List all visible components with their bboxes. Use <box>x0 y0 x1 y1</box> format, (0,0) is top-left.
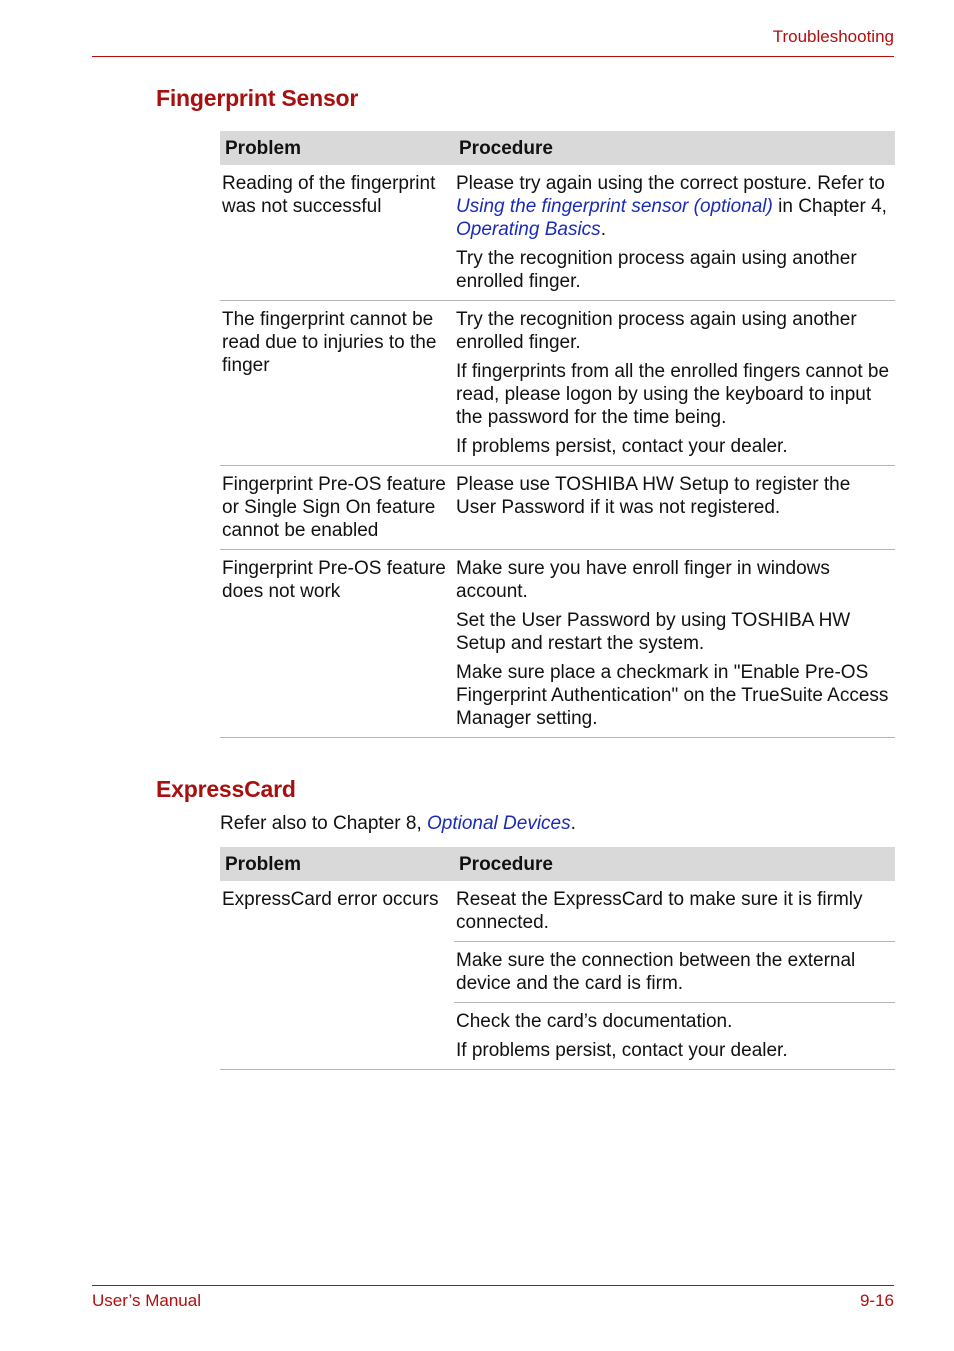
column-header-procedure: Procedure <box>454 847 895 881</box>
section-title-expresscard: ExpressCard <box>156 776 296 802</box>
footer-rule <box>92 1285 894 1286</box>
problem-cell: Reading of the fingerprint was not successful <box>220 165 454 301</box>
header-rule <box>92 56 894 57</box>
procedure-paragraph: Set the User Password by using TOSHIBA HW Setup and restart the system. <box>456 610 851 654</box>
intro-text: . <box>570 813 576 834</box>
expresscard-intro <box>220 813 576 835</box>
section-title-fingerprint: Fingerprint Sensor <box>156 85 359 111</box>
procedure-paragraph: If fingerprints from all the enrolled fingers cannot be read, please logon by using the keyboard to input the password for the time being. <box>456 361 890 428</box>
problem-cell: Fingerprint Pre-OS feature does not work <box>220 550 454 738</box>
procedure-cell <box>454 1003 895 1070</box>
procedure-paragraph: Please use TOSHIBA HW Setup to register the User Password if it was not registered. <box>456 474 851 518</box>
problem-cell: The fingerprint cannot be read due to injuries to the finger <box>220 301 454 466</box>
procedure-paragraph: Check the card’s documentation. <box>456 1011 733 1032</box>
link-optional-devices[interactable]: Optional Devices <box>427 813 571 834</box>
table-row <box>220 466 895 550</box>
procedure-paragraph: If problems persist, contact your dealer. <box>456 1040 788 1061</box>
table-header-row <box>220 847 895 881</box>
table-row <box>220 881 895 942</box>
expresscard-table <box>220 847 895 1070</box>
procedure-paragraph: Make sure the connection between the external device and the card is firm. <box>456 950 856 994</box>
procedure-cell <box>454 881 895 942</box>
procedure-paragraph: Make sure place a checkmark in "Enable Pre-OS Fingerprint Authentication" on the TrueSuite Access Manager setting. <box>456 662 889 729</box>
procedure-cell <box>454 550 895 738</box>
procedure-paragraph: Try the recognition process again using another enrolled finger. <box>456 248 857 292</box>
link-operating-basics[interactable]: Operating Basics <box>456 219 601 240</box>
procedure-paragraph: Try the recognition process again using another enrolled finger. <box>456 309 857 353</box>
procedure-cell <box>454 301 895 466</box>
link-fingerprint-sensor[interactable]: Using the fingerprint sensor (optional) <box>456 196 773 217</box>
fingerprint-table <box>220 131 895 738</box>
procedure-paragraph: Reseat the ExpressCard to make sure it is firmly connected. <box>456 889 863 933</box>
column-header-procedure: Procedure <box>454 131 895 165</box>
intro-text: Refer also to Chapter 8, <box>220 813 427 834</box>
column-header-problem: Problem <box>220 847 454 881</box>
table-row <box>220 301 895 466</box>
procedure-text: in Chapter 4, <box>772 196 887 217</box>
procedure-cell <box>454 942 895 1003</box>
column-header-problem: Problem <box>220 131 454 165</box>
table-header-row <box>220 131 895 165</box>
problem-cell: ExpressCard error occurs <box>220 881 454 1070</box>
procedure-cell <box>454 165 895 301</box>
problem-cell: Fingerprint Pre-OS feature or Single Sign On feature cannot be enabled <box>220 466 454 550</box>
footer-manual-title: User’s Manual <box>92 1291 201 1310</box>
table-row <box>220 165 895 301</box>
running-header: Troubleshooting <box>772 27 894 46</box>
procedure-text: . <box>600 219 606 240</box>
procedure-cell <box>454 466 895 550</box>
procedure-text: Please try again using the correct posture. Refer to <box>456 173 885 194</box>
procedure-paragraph: If problems persist, contact your dealer. <box>456 436 788 457</box>
page-number: 9-16 <box>859 1291 894 1310</box>
table-row <box>220 550 895 738</box>
procedure-paragraph: Make sure you have enroll finger in windows account. <box>456 558 830 602</box>
procedure-paragraph <box>456 172 891 241</box>
